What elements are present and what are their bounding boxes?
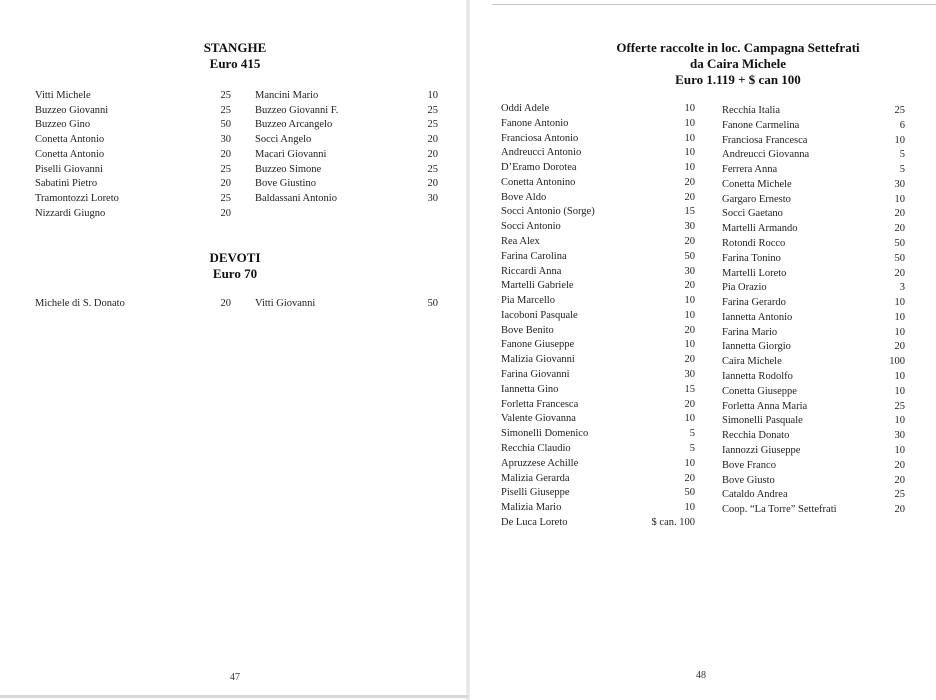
- donation-amount: 10: [894, 385, 905, 397]
- donation-amount: 25: [220, 192, 231, 204]
- donor-name: Rotondi Rocco: [722, 238, 786, 250]
- list-row: [722, 221, 905, 236]
- list-row: [722, 310, 905, 325]
- donor-name: Franciosa Francesca: [722, 134, 808, 146]
- donor-name: Socci Antonio: [501, 221, 561, 233]
- donor-name: Buzzeo Giovanni F.: [255, 104, 339, 116]
- list-row: [722, 384, 905, 399]
- donation-amount: 10: [684, 339, 695, 351]
- page-number-left: 47: [230, 672, 240, 683]
- donor-name: Coop. “La Torre” Settefrati: [722, 504, 837, 516]
- donor-name: Buzzeo Arcangelo: [255, 119, 333, 131]
- donor-name: Cataldo Andrea: [722, 489, 788, 501]
- donation-amount: 10: [894, 415, 905, 427]
- donation-amount: 100: [889, 356, 905, 368]
- donation-amount: 10: [684, 162, 695, 174]
- list-row: [501, 145, 695, 160]
- donor-name: Socci Angelo: [255, 134, 312, 146]
- donor-name: Gargaro Ernesto: [722, 193, 791, 205]
- list-row: [255, 191, 438, 206]
- donation-amount: 20: [684, 176, 695, 188]
- donation-amount: 20: [684, 191, 695, 203]
- list-row: [501, 500, 695, 515]
- donor-name: Fanone Antonio: [501, 117, 569, 129]
- devoti-heading: [180, 250, 290, 282]
- donation-amount: 20: [220, 148, 231, 160]
- list-row: [722, 236, 905, 251]
- list-row: [35, 147, 231, 162]
- donor-name: Forletta Anna Maria: [722, 400, 808, 412]
- donation-amount: 25: [220, 163, 231, 175]
- donor-name: Baldassani Antonio: [255, 192, 337, 204]
- list-row: [501, 411, 695, 426]
- donor-name: Vitti Giovanni: [255, 298, 316, 309]
- donor-name: Nizzardi Giugno: [35, 207, 106, 219]
- donor-name: Simonelli Pasquale: [722, 415, 803, 427]
- donation-amount: 20: [894, 504, 905, 516]
- donation-amount: 20: [894, 223, 905, 235]
- list-row: [255, 117, 438, 132]
- list-row: [722, 443, 905, 458]
- donation-amount: 20: [427, 148, 438, 160]
- list-row: [501, 471, 695, 486]
- donation-amount: 15: [684, 383, 695, 395]
- donation-amount: 50: [684, 250, 695, 262]
- donor-name: Farina Mario: [722, 326, 778, 338]
- list-row: [722, 280, 905, 295]
- donation-amount: 20: [684, 398, 695, 410]
- donation-amount: 50: [220, 119, 231, 131]
- list-row: [255, 147, 438, 162]
- list-row: [722, 133, 905, 148]
- list-row: [501, 175, 695, 190]
- donation-amount: 6: [899, 119, 905, 131]
- list-row: [35, 132, 231, 147]
- donation-amount: 10: [684, 457, 695, 469]
- stanghe-title: STANGHE: [203, 40, 267, 55]
- list-row: [501, 249, 695, 264]
- donor-name: Conetta Antonino: [501, 176, 576, 188]
- donation-amount: 20: [684, 280, 695, 292]
- donor-name: Iacoboni Pasquale: [501, 309, 578, 321]
- donation-amount: 3: [899, 282, 905, 294]
- donor-name: Bove Franco: [722, 459, 776, 471]
- donor-name: Michele di S. Donato: [35, 298, 125, 309]
- donor-name: Oddi Adele: [501, 103, 550, 114]
- donation-amount: 25: [427, 163, 438, 175]
- donor-name: Iannetta Rodolfo: [722, 371, 793, 383]
- donation-amount: 30: [684, 369, 695, 381]
- offerte-title-line1: Offerte raccolte in loc. Campagna Settefrati: [616, 40, 860, 55]
- donor-name: Tramontozzi Loreto: [35, 192, 119, 204]
- donation-amount: 25: [894, 105, 905, 116]
- offerte-title-line2: da Caira Michele: [689, 56, 787, 71]
- devoti-amount: Euro 70: [212, 266, 258, 281]
- donor-name: Socci Gaetano: [722, 208, 783, 220]
- donor-name: Conetta Giuseppe: [722, 385, 797, 397]
- donation-amount: 10: [684, 295, 695, 307]
- donation-amount: 20: [684, 354, 695, 366]
- list-row: [722, 162, 905, 177]
- donation-amount: 20: [684, 472, 695, 484]
- list-row: [501, 116, 695, 131]
- list-row: [722, 413, 905, 428]
- list-row: [501, 323, 695, 338]
- list-row: [501, 131, 695, 146]
- donor-name: Piselli Giuseppe: [501, 487, 570, 499]
- donation-amount: 10: [684, 502, 695, 514]
- donation-amount: 50: [894, 238, 905, 250]
- donor-name: Vitti Michele: [35, 90, 91, 101]
- donor-name: Recchia Donato: [722, 430, 790, 442]
- list-row: [501, 382, 695, 397]
- donation-amount: 20: [684, 236, 695, 248]
- list-row: [501, 204, 695, 219]
- donor-name: Andreucci Giovanna: [722, 149, 810, 161]
- list-row: [722, 354, 905, 369]
- list-row: [35, 88, 231, 103]
- list-row: [501, 160, 695, 175]
- list-row: [722, 399, 905, 414]
- donation-amount: 5: [899, 149, 905, 161]
- donor-name: Farina Tonino: [722, 252, 781, 264]
- list-row: [35, 117, 231, 132]
- list-row: [501, 426, 695, 441]
- donation-amount: 20: [894, 341, 905, 353]
- stanghe-heading: [180, 40, 290, 72]
- donor-name: Riccardi Anna: [501, 265, 562, 277]
- right-page: [468, 0, 936, 700]
- donation-amount: 50: [894, 252, 905, 264]
- donor-name: Pia Marcello: [501, 295, 555, 307]
- list-row: [501, 441, 695, 456]
- list-row: [35, 296, 231, 311]
- list-row: [722, 325, 905, 340]
- donation-amount: 30: [684, 265, 695, 277]
- donor-name: Andreucci Antonio: [501, 147, 582, 159]
- donation-amount: 30: [894, 178, 905, 190]
- donation-amount: 20: [220, 298, 231, 309]
- list-row: [501, 456, 695, 471]
- donor-name: Fanone Carmelina: [722, 119, 800, 131]
- offerte-heading: [528, 40, 936, 88]
- donor-name: Bove Giusto: [722, 474, 775, 486]
- list-row: [722, 473, 905, 488]
- donor-name: Forletta Francesca: [501, 398, 579, 410]
- list-row: [722, 266, 905, 281]
- bottom-edge-line: [0, 695, 468, 698]
- donor-name: Malizia Giovanni: [501, 354, 575, 366]
- donor-name: Buzzeo Giovanni: [35, 104, 109, 116]
- donor-name: Rea Alex: [501, 236, 540, 248]
- donation-amount: 10: [684, 413, 695, 425]
- donor-name: Recchia Claudio: [501, 442, 571, 454]
- donation-amount: 10: [894, 326, 905, 338]
- list-row: [722, 458, 905, 473]
- donation-amount: 10: [684, 103, 695, 114]
- list-row: [722, 118, 905, 133]
- donor-name: Conetta Antonio: [35, 134, 105, 146]
- donor-name: Buzzeo Simone: [255, 163, 322, 175]
- donation-amount: 20: [894, 208, 905, 220]
- list-row: [255, 132, 438, 147]
- list-row: [501, 515, 695, 530]
- donor-name: Simonelli Domenico: [501, 428, 589, 440]
- donor-name: Macari Giovanni: [255, 148, 327, 160]
- donation-amount: 20: [894, 474, 905, 486]
- donor-name: Mancini Mario: [255, 90, 319, 101]
- donation-amount: 10: [427, 90, 438, 101]
- donation-amount: 20: [894, 459, 905, 471]
- donation-amount: 10: [894, 134, 905, 146]
- donor-name: Conetta Antonio: [35, 148, 105, 160]
- page-number-right: 48: [696, 670, 706, 681]
- donation-amount: 30: [684, 221, 695, 233]
- list-row: [255, 162, 438, 177]
- donation-amount: 5: [899, 164, 905, 176]
- list-row: [722, 103, 905, 118]
- list-row: [722, 339, 905, 354]
- donation-amount: 25: [220, 90, 231, 101]
- donor-name: Iannetta Giorgio: [722, 341, 791, 353]
- donor-name: Apruzzese Achille: [501, 457, 579, 469]
- donor-name: Fanone Giuseppe: [501, 339, 575, 351]
- list-row: [255, 103, 438, 118]
- donation-amount: 10: [894, 311, 905, 323]
- donor-name: Iannetta Antonio: [722, 311, 793, 323]
- list-row: [722, 487, 905, 502]
- list-row: [722, 206, 905, 221]
- donation-amount: 50: [427, 298, 438, 309]
- donation-amount: 20: [684, 324, 695, 336]
- stanghe-amount: Euro 415: [209, 56, 261, 71]
- donor-name: Iannetta Gino: [501, 383, 559, 395]
- list-row: [35, 206, 231, 221]
- donor-name: Malizia Mario: [501, 502, 562, 514]
- donor-name: Bove Benito: [501, 324, 554, 336]
- list-row: [722, 369, 905, 384]
- donor-name: Bove Giustino: [255, 178, 316, 190]
- donor-name: Socci Antonio (Sorge): [501, 206, 595, 218]
- donation-amount: 20: [427, 178, 438, 190]
- donor-name: Buzzeo Gino: [35, 119, 91, 131]
- donation-amount: 10: [894, 193, 905, 205]
- list-row: [501, 352, 695, 367]
- donation-amount: 25: [894, 489, 905, 501]
- list-row: [501, 264, 695, 279]
- list-row: [722, 502, 905, 517]
- list-row: [35, 103, 231, 118]
- donor-name: Farina Gerardo: [722, 297, 786, 309]
- list-row: [722, 177, 905, 192]
- list-row: [722, 428, 905, 443]
- list-row: [501, 278, 695, 293]
- donation-amount: 30: [427, 192, 438, 204]
- list-row: [501, 190, 695, 205]
- donor-name: Ferrera Anna: [722, 164, 778, 176]
- list-row: [722, 147, 905, 162]
- list-row: [722, 295, 905, 310]
- donor-name: Bove Aldo: [501, 191, 547, 203]
- donor-name: Piselli Giovanni: [35, 163, 103, 175]
- donation-amount: 30: [894, 430, 905, 442]
- donor-name: Martelli Gabriele: [501, 280, 574, 292]
- donor-name: Sabatini Pietro: [35, 178, 98, 190]
- donation-amount: 20: [220, 207, 231, 219]
- list-row: [255, 296, 438, 311]
- list-row: [501, 308, 695, 323]
- list-row: [35, 191, 231, 206]
- donor-name: Martelli Loreto: [722, 267, 787, 279]
- donation-amount: 20: [427, 134, 438, 146]
- devoti-title: DEVOTI: [209, 250, 261, 265]
- donation-amount: 10: [684, 309, 695, 321]
- donor-name: Farina Giovanni: [501, 369, 570, 381]
- donation-amount: 10: [684, 132, 695, 144]
- list-row: [501, 293, 695, 308]
- donor-name: Recchia Italia: [722, 105, 781, 116]
- donor-name: Martelli Armando: [722, 223, 798, 235]
- list-row: [501, 234, 695, 249]
- donation-amount: 20: [220, 178, 231, 190]
- donation-amount: 10: [894, 444, 905, 456]
- donation-amount: 10: [684, 117, 695, 129]
- list-row: [255, 176, 438, 191]
- list-row: [501, 337, 695, 352]
- top-edge-line: [492, 4, 936, 5]
- donor-name: Pia Orazio: [722, 282, 767, 294]
- list-row: [722, 192, 905, 207]
- book-gutter: [466, 0, 470, 700]
- donation-amount: 25: [427, 104, 438, 116]
- list-row: [501, 219, 695, 234]
- donor-name: Iannozzi Giuseppe: [722, 444, 801, 456]
- donor-name: D’Eramo Dorotea: [501, 162, 577, 174]
- donation-amount: 15: [684, 206, 695, 218]
- donation-amount: 25: [427, 119, 438, 131]
- donor-name: Franciosa Antonio: [501, 132, 579, 144]
- list-row: [501, 485, 695, 500]
- list-row: [722, 251, 905, 266]
- list-row: [501, 101, 695, 116]
- list-row: [35, 176, 231, 191]
- donor-name: Farina Carolina: [501, 250, 567, 262]
- donor-name: Malizia Gerarda: [501, 472, 570, 484]
- donation-amount: 10: [894, 297, 905, 309]
- donation-amount: 5: [689, 442, 695, 454]
- donor-name: Conetta Michele: [722, 178, 792, 190]
- offerte-amount: Euro 1.119 + $ can 100: [675, 72, 801, 87]
- donation-amount: 50: [684, 487, 695, 499]
- list-row: [35, 162, 231, 177]
- donation-amount: 10: [684, 147, 695, 159]
- list-row: [255, 88, 438, 103]
- donor-name: De Luca Loreto: [501, 516, 568, 528]
- list-row: [501, 367, 695, 382]
- donation-amount: 20: [894, 267, 905, 279]
- donation-amount: 25: [894, 400, 905, 412]
- list-row: [501, 397, 695, 412]
- donor-name: Valente Giovanna: [501, 413, 576, 425]
- donation-amount: 30: [220, 134, 231, 146]
- donation-amount: 5: [689, 428, 695, 440]
- donation-amount: 25: [220, 104, 231, 116]
- donor-name: Caira Michele: [722, 356, 782, 368]
- donation-amount: 10: [894, 371, 905, 383]
- donation-amount: $ can. 100: [651, 516, 695, 528]
